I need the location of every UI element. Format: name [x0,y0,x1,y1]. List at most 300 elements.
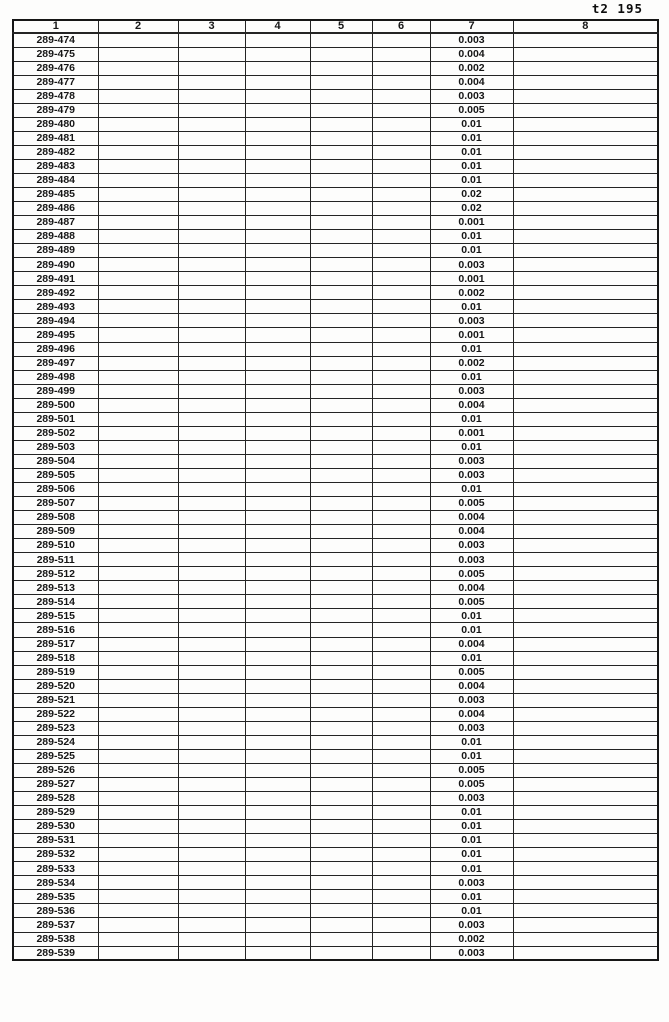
empty-cell-6 [372,777,430,791]
empty-cell-3 [178,328,245,342]
column-header-1: 1 [13,20,98,33]
table-row [13,665,658,679]
empty-cell-3 [178,258,245,272]
row-id-cell: 289-500 [13,398,98,412]
table-row [13,763,658,777]
empty-cell-2 [98,665,178,679]
empty-cell-6 [372,145,430,159]
row-value-cell: 0.002 [430,61,513,75]
row-id-cell: 289-537 [13,918,98,932]
empty-cell-3 [178,47,245,61]
empty-cell-6 [372,623,430,637]
empty-cell-4 [245,117,310,131]
row-id-cell: 289-508 [13,511,98,525]
row-value-cell: 0.005 [430,777,513,791]
empty-cell-5 [310,792,372,806]
empty-cell-6 [372,272,430,286]
empty-cell-3 [178,342,245,356]
empty-cell-3 [178,511,245,525]
empty-cell-5 [310,384,372,398]
empty-cell-3 [178,426,245,440]
empty-cell-5 [310,834,372,848]
empty-cell-6 [372,47,430,61]
empty-cell-3 [178,637,245,651]
empty-cell-3 [178,483,245,497]
empty-cell-5 [310,637,372,651]
row-value-cell: 0.002 [430,356,513,370]
row-value-cell: 0.01 [430,230,513,244]
empty-cell-5 [310,33,372,47]
empty-cell-8 [513,749,658,763]
empty-cell-4 [245,581,310,595]
empty-cell-8 [513,314,658,328]
empty-cell-4 [245,384,310,398]
empty-cell-6 [372,792,430,806]
empty-cell-4 [245,33,310,47]
row-id-cell: 289-491 [13,272,98,286]
empty-cell-4 [245,665,310,679]
empty-cell-3 [178,75,245,89]
table-row [13,483,658,497]
empty-cell-8 [513,145,658,159]
empty-cell-6 [372,581,430,595]
empty-cell-4 [245,328,310,342]
empty-cell-8 [513,777,658,791]
empty-cell-6 [372,314,430,328]
empty-cell-8 [513,173,658,187]
table-row [13,834,658,848]
empty-cell-8 [513,651,658,665]
empty-cell-5 [310,918,372,932]
row-value-cell: 0.004 [430,679,513,693]
empty-cell-8 [513,511,658,525]
empty-cell-4 [245,693,310,707]
empty-cell-5 [310,862,372,876]
empty-cell-3 [178,876,245,890]
empty-cell-5 [310,188,372,202]
empty-cell-4 [245,777,310,791]
empty-cell-3 [178,314,245,328]
empty-cell-4 [245,314,310,328]
table-row [13,244,658,258]
table-header [13,20,658,33]
row-value-cell: 0.005 [430,103,513,117]
empty-cell-5 [310,244,372,258]
row-value-cell: 0.004 [430,707,513,721]
empty-cell-2 [98,707,178,721]
row-id-cell: 289-531 [13,834,98,848]
row-id-cell: 289-535 [13,890,98,904]
empty-cell-2 [98,763,178,777]
row-value-cell: 0.001 [430,216,513,230]
empty-cell-6 [372,721,430,735]
empty-cell-5 [310,553,372,567]
row-value-cell: 0.01 [430,173,513,187]
empty-cell-2 [98,651,178,665]
empty-cell-2 [98,426,178,440]
empty-cell-5 [310,525,372,539]
empty-cell-8 [513,609,658,623]
row-value-cell: 0.005 [430,665,513,679]
row-id-cell: 289-539 [13,946,98,960]
empty-cell-4 [245,848,310,862]
empty-cell-5 [310,707,372,721]
row-value-cell: 0.01 [430,609,513,623]
empty-cell-2 [98,497,178,511]
empty-cell-5 [310,890,372,904]
empty-cell-3 [178,454,245,468]
row-id-cell: 289-496 [13,342,98,356]
row-value-cell: 0.001 [430,272,513,286]
row-id-cell: 289-511 [13,553,98,567]
row-value-cell: 0.01 [430,483,513,497]
empty-cell-6 [372,735,430,749]
empty-cell-5 [310,272,372,286]
empty-cell-2 [98,244,178,258]
empty-cell-5 [310,581,372,595]
empty-cell-4 [245,932,310,946]
row-id-cell: 289-503 [13,440,98,454]
row-id-cell: 289-513 [13,581,98,595]
empty-cell-6 [372,483,430,497]
empty-cell-8 [513,834,658,848]
empty-cell-4 [245,946,310,960]
empty-cell-5 [310,763,372,777]
table-row [13,33,658,47]
empty-cell-8 [513,707,658,721]
empty-cell-8 [513,300,658,314]
empty-cell-5 [310,356,372,370]
empty-cell-8 [513,75,658,89]
empty-cell-4 [245,862,310,876]
empty-cell-5 [310,328,372,342]
empty-cell-8 [513,454,658,468]
table-body [13,33,658,960]
table-row [13,918,658,932]
empty-cell-8 [513,188,658,202]
table-row [13,876,658,890]
row-id-cell: 289-533 [13,862,98,876]
empty-cell-3 [178,230,245,244]
empty-cell-4 [245,202,310,216]
empty-cell-6 [372,707,430,721]
page-stamp: t2 195 [591,1,643,16]
empty-cell-5 [310,848,372,862]
empty-cell-4 [245,749,310,763]
empty-cell-8 [513,637,658,651]
empty-cell-4 [245,258,310,272]
empty-cell-3 [178,904,245,918]
empty-cell-3 [178,117,245,131]
empty-cell-3 [178,665,245,679]
empty-cell-6 [372,300,430,314]
empty-cell-5 [310,258,372,272]
empty-cell-4 [245,806,310,820]
table-row [13,567,658,581]
row-id-cell: 289-506 [13,483,98,497]
row-id-cell: 289-501 [13,412,98,426]
empty-cell-2 [98,61,178,75]
table-row [13,173,658,187]
empty-cell-6 [372,159,430,173]
empty-cell-4 [245,342,310,356]
empty-cell-6 [372,342,430,356]
empty-cell-2 [98,581,178,595]
row-value-cell: 0.003 [430,918,513,932]
empty-cell-2 [98,511,178,525]
empty-cell-4 [245,763,310,777]
table-row [13,792,658,806]
header-row [13,20,658,33]
empty-cell-5 [310,820,372,834]
row-id-cell: 289-490 [13,258,98,272]
empty-cell-5 [310,426,372,440]
empty-cell-3 [178,707,245,721]
empty-cell-2 [98,314,178,328]
empty-cell-8 [513,693,658,707]
empty-cell-6 [372,595,430,609]
row-value-cell: 0.003 [430,468,513,482]
empty-cell-2 [98,412,178,426]
column-header-5: 5 [310,20,372,33]
empty-cell-3 [178,173,245,187]
empty-cell-2 [98,384,178,398]
empty-cell-8 [513,47,658,61]
empty-cell-3 [178,567,245,581]
empty-cell-2 [98,749,178,763]
column-header-2: 2 [98,20,178,33]
empty-cell-4 [245,61,310,75]
empty-cell-4 [245,454,310,468]
empty-cell-6 [372,468,430,482]
row-value-cell: 0.003 [430,553,513,567]
row-value-cell: 0.01 [430,623,513,637]
row-id-cell: 289-536 [13,904,98,918]
empty-cell-6 [372,398,430,412]
empty-cell-4 [245,286,310,300]
empty-cell-2 [98,693,178,707]
table-row [13,216,658,230]
empty-cell-2 [98,75,178,89]
empty-cell-2 [98,792,178,806]
empty-cell-3 [178,918,245,932]
table-row [13,131,658,145]
empty-cell-5 [310,412,372,426]
empty-cell-8 [513,89,658,103]
empty-cell-4 [245,426,310,440]
empty-cell-3 [178,693,245,707]
empty-cell-8 [513,918,658,932]
empty-cell-6 [372,862,430,876]
empty-cell-2 [98,820,178,834]
row-id-cell: 289-474 [13,33,98,47]
empty-cell-6 [372,890,430,904]
empty-cell-3 [178,862,245,876]
empty-cell-2 [98,216,178,230]
empty-cell-3 [178,497,245,511]
empty-cell-3 [178,679,245,693]
row-id-cell: 289-482 [13,145,98,159]
empty-cell-2 [98,468,178,482]
empty-cell-5 [310,314,372,328]
empty-cell-2 [98,777,178,791]
row-value-cell: 0.01 [430,735,513,749]
row-id-cell: 289-521 [13,693,98,707]
row-value-cell: 0.001 [430,328,513,342]
empty-cell-3 [178,33,245,47]
table-row [13,679,658,693]
empty-cell-5 [310,721,372,735]
row-id-cell: 289-524 [13,735,98,749]
row-value-cell: 0.001 [430,426,513,440]
table-row [13,103,658,117]
empty-cell-8 [513,244,658,258]
row-value-cell: 0.003 [430,539,513,553]
empty-cell-8 [513,820,658,834]
row-value-cell: 0.004 [430,75,513,89]
empty-cell-3 [178,763,245,777]
row-id-cell: 289-494 [13,314,98,328]
row-id-cell: 289-516 [13,623,98,637]
empty-cell-3 [178,539,245,553]
table-row [13,693,658,707]
row-value-cell: 0.004 [430,511,513,525]
empty-cell-6 [372,356,430,370]
empty-cell-3 [178,581,245,595]
empty-cell-8 [513,581,658,595]
empty-cell-6 [372,539,430,553]
row-value-cell: 0.01 [430,131,513,145]
empty-cell-8 [513,33,658,47]
empty-cell-4 [245,356,310,370]
empty-cell-2 [98,679,178,693]
row-id-cell: 289-476 [13,61,98,75]
table-row [13,426,658,440]
row-value-cell: 0.003 [430,876,513,890]
row-id-cell: 289-522 [13,707,98,721]
row-id-cell: 289-525 [13,749,98,763]
empty-cell-5 [310,103,372,117]
empty-cell-5 [310,595,372,609]
row-value-cell: 0.003 [430,792,513,806]
table-row [13,749,658,763]
empty-cell-5 [310,665,372,679]
empty-cell-2 [98,483,178,497]
row-value-cell: 0.003 [430,258,513,272]
empty-cell-8 [513,216,658,230]
empty-cell-2 [98,454,178,468]
row-id-cell: 289-509 [13,525,98,539]
empty-cell-6 [372,258,430,272]
table-row [13,188,658,202]
row-id-cell: 289-510 [13,539,98,553]
empty-cell-6 [372,820,430,834]
empty-cell-3 [178,595,245,609]
empty-cell-6 [372,637,430,651]
empty-cell-3 [178,300,245,314]
empty-cell-6 [372,651,430,665]
empty-cell-3 [178,286,245,300]
row-value-cell: 0.003 [430,693,513,707]
row-id-cell: 289-486 [13,202,98,216]
table-row [13,862,658,876]
empty-cell-6 [372,244,430,258]
empty-cell-3 [178,623,245,637]
row-id-cell: 289-479 [13,103,98,117]
empty-cell-3 [178,61,245,75]
empty-cell-5 [310,75,372,89]
empty-cell-3 [178,440,245,454]
empty-cell-2 [98,258,178,272]
empty-cell-8 [513,876,658,890]
empty-cell-3 [178,272,245,286]
empty-cell-2 [98,145,178,159]
row-value-cell: 0.01 [430,159,513,173]
empty-cell-6 [372,497,430,511]
empty-cell-8 [513,848,658,862]
row-id-cell: 289-484 [13,173,98,187]
table-row [13,356,658,370]
empty-cell-5 [310,567,372,581]
empty-cell-4 [245,412,310,426]
empty-cell-4 [245,820,310,834]
empty-cell-2 [98,876,178,890]
empty-cell-6 [372,553,430,567]
table-row [13,314,658,328]
empty-cell-2 [98,103,178,117]
column-header-8: 8 [513,20,658,33]
empty-cell-2 [98,946,178,960]
empty-cell-6 [372,806,430,820]
empty-cell-2 [98,735,178,749]
empty-cell-4 [245,623,310,637]
row-id-cell: 289-538 [13,932,98,946]
empty-cell-4 [245,609,310,623]
empty-cell-4 [245,440,310,454]
empty-cell-2 [98,721,178,735]
data-table [12,19,659,961]
table-row [13,440,658,454]
empty-cell-4 [245,244,310,258]
empty-cell-2 [98,342,178,356]
empty-cell-8 [513,398,658,412]
row-id-cell: 289-483 [13,159,98,173]
table-row [13,777,658,791]
row-id-cell: 289-495 [13,328,98,342]
empty-cell-8 [513,426,658,440]
empty-cell-8 [513,272,658,286]
table-row [13,145,658,159]
empty-cell-2 [98,595,178,609]
empty-cell-3 [178,609,245,623]
row-id-cell: 289-492 [13,286,98,300]
empty-cell-5 [310,749,372,763]
empty-cell-3 [178,356,245,370]
table-row [13,511,658,525]
empty-cell-4 [245,679,310,693]
row-value-cell: 0.003 [430,721,513,735]
column-header-3: 3 [178,20,245,33]
empty-cell-2 [98,862,178,876]
row-value-cell: 0.004 [430,637,513,651]
empty-cell-3 [178,651,245,665]
table-row [13,623,658,637]
empty-cell-6 [372,412,430,426]
empty-cell-8 [513,904,658,918]
empty-cell-4 [245,567,310,581]
row-value-cell: 0.02 [430,188,513,202]
row-id-cell: 289-529 [13,806,98,820]
